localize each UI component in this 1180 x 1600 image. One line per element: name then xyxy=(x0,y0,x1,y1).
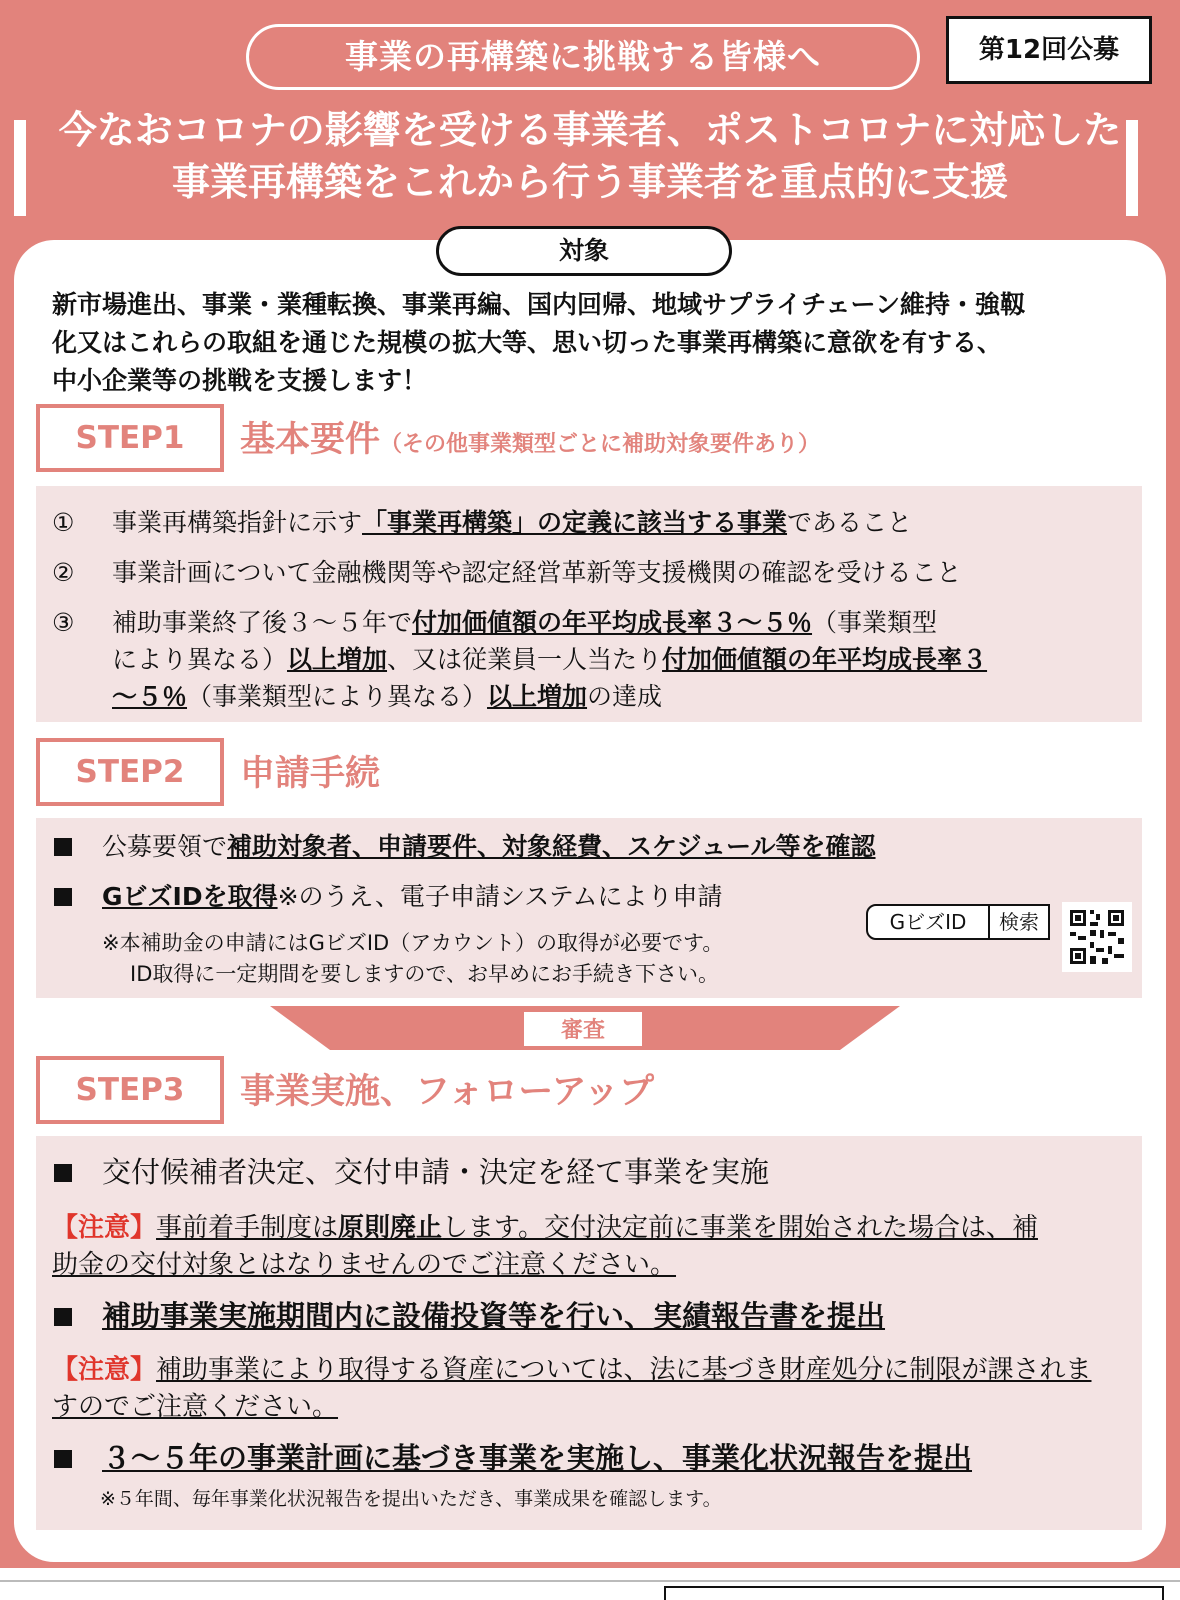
step3-item3: ３～５年の事業計画に基づき事業を実施し、事業化状況報告を提出 xyxy=(102,1441,973,1475)
bullet-square xyxy=(54,888,72,906)
footer-box xyxy=(664,1586,1164,1600)
bullet-square xyxy=(54,1308,72,1326)
step3-item1: 交付候補者決定、交付申請・決定を経て事業を実施 xyxy=(102,1155,770,1189)
step1-title-note: （その他事業類型ごとに補助対象要件あり） xyxy=(380,432,821,457)
step1-item1 xyxy=(112,504,1132,541)
caution-label: 【注意】 xyxy=(52,1213,157,1243)
s1i3-i: （事業類型により異なる） xyxy=(187,682,488,711)
s1i3-e: 以上増加 xyxy=(287,645,388,674)
step2-title: 申請手続 xyxy=(240,754,381,794)
target-description xyxy=(52,286,1142,400)
s1i3-k: の達成 xyxy=(587,682,663,711)
headline-line2: 事業再構築をこれから行う事業者を重点的に支援 xyxy=(171,160,1008,204)
step1-item1-pre: 事業再構築指針に示す xyxy=(112,508,363,537)
step2-item2 xyxy=(102,878,862,915)
step2-item1 xyxy=(102,828,1132,865)
caution1-b: 原則廃止 xyxy=(338,1213,443,1243)
s1i3-f: 、又は従業員一人当たり xyxy=(387,645,663,674)
s2i1-pre: 公募要領で xyxy=(102,832,228,861)
s1i3-h: ～５％ xyxy=(112,682,188,711)
s1i3-a: 補助事業終了後３～５年で xyxy=(112,608,413,637)
s1i3-j: 以上増加 xyxy=(487,682,588,711)
gbiz-search-input[interactable]: GビズID xyxy=(866,904,990,940)
target-line2: 化又はこれらの取組を通じた規模の拡大等、思い切った事業再構築に意欲を有する、 xyxy=(52,328,1003,357)
left-accent-bar xyxy=(14,120,26,216)
caution1-d: 助金の交付対象とはなりませんのでご注意ください。 xyxy=(52,1250,677,1280)
step1-item1-bold: 「事業再構築」の定義に該当する事業 xyxy=(362,508,788,537)
step2-note xyxy=(102,928,862,990)
step1-title-text: 基本要件 xyxy=(240,420,381,460)
s1i3-d: により異なる） xyxy=(112,645,288,674)
step1-label: STEP1 xyxy=(36,404,224,472)
step3-note: ※５年間、毎年事業化状況報告を提出いただき、事業成果を確認します。 xyxy=(100,1488,722,1510)
caution1-c: します。交付決定前に事業を開始された場合は、補 xyxy=(442,1213,1038,1243)
caution2-a: 補助事業により取得する資産については、法に基づき財産処分に制限が課されま xyxy=(156,1355,1092,1385)
s2i2-bold: GビズIDを取得 xyxy=(102,882,278,911)
page-divider xyxy=(0,1580,1180,1582)
round-badge: 第12回公募 xyxy=(946,16,1152,84)
header-pill: 事業の再構築に挑戦する皆様へ xyxy=(246,24,920,90)
caution2-b: すのでご注意ください。 xyxy=(52,1392,339,1422)
step2-note1: ※本補助金の申請にはGビズID（アカウント）の取得が必要です。 xyxy=(102,931,724,955)
s1i3-b: 付加価値額の年平均成長率３～５％ xyxy=(412,608,813,637)
s2i2-post: ※のうえ、電子申請システムにより申請 xyxy=(277,882,723,911)
step1-item1-post: であること xyxy=(787,508,913,537)
review-label: 審査 xyxy=(522,1010,644,1048)
target-line3: 中小企業等の挑戦を支援します！ xyxy=(52,366,428,395)
caution-label: 【注意】 xyxy=(52,1355,157,1385)
s1i3-c: （事業類型 xyxy=(812,608,938,637)
step2-label: STEP2 xyxy=(36,738,224,806)
step1-item2: 事業計画について金融機関等や認定経営革新等支援機関の確認を受けること xyxy=(112,558,962,587)
step3-title: 事業実施、フォローアップ xyxy=(240,1072,655,1112)
step1-item1-number: ① xyxy=(52,508,75,537)
step2-note2: ID取得に一定期間を要しますので、お早めにお手続き下さい。 xyxy=(130,962,719,986)
step1-item3-number: ③ xyxy=(52,608,75,637)
step1-item2-number: ② xyxy=(52,558,75,587)
target-label: 対象 xyxy=(436,226,732,276)
bullet-square xyxy=(54,838,72,856)
step3-caution2 xyxy=(52,1352,1142,1426)
headline-line1: 今なおコロナの影響を受ける事業者、ポストコロナに対応した xyxy=(58,108,1122,152)
headline xyxy=(30,104,1150,208)
target-line1: 新市場進出、事業・業種転換、事業再編、国内回帰、地域サプライチェーン維持・強靱 xyxy=(52,290,1026,319)
step1-title xyxy=(240,418,820,467)
bullet-square xyxy=(54,1450,72,1468)
search-button[interactable]: 検索 xyxy=(988,904,1050,940)
qr-code-icon[interactable] xyxy=(1062,902,1132,972)
s1i3-g: 付加価値額の年平均成長率３ xyxy=(662,645,988,674)
step3-caution1 xyxy=(52,1210,1142,1284)
caution1-a: 事前着手制度は xyxy=(156,1213,339,1243)
step3-label: STEP3 xyxy=(36,1056,224,1124)
bullet-square xyxy=(54,1164,72,1182)
s2i1-bold: 補助対象者、申請要件、対象経費、スケジュール等を確認 xyxy=(227,832,876,861)
step1-item3 xyxy=(112,604,1132,715)
step3-item2: 補助事業実施期間内に設備投資等を行い、実績報告書を提出 xyxy=(102,1299,886,1333)
